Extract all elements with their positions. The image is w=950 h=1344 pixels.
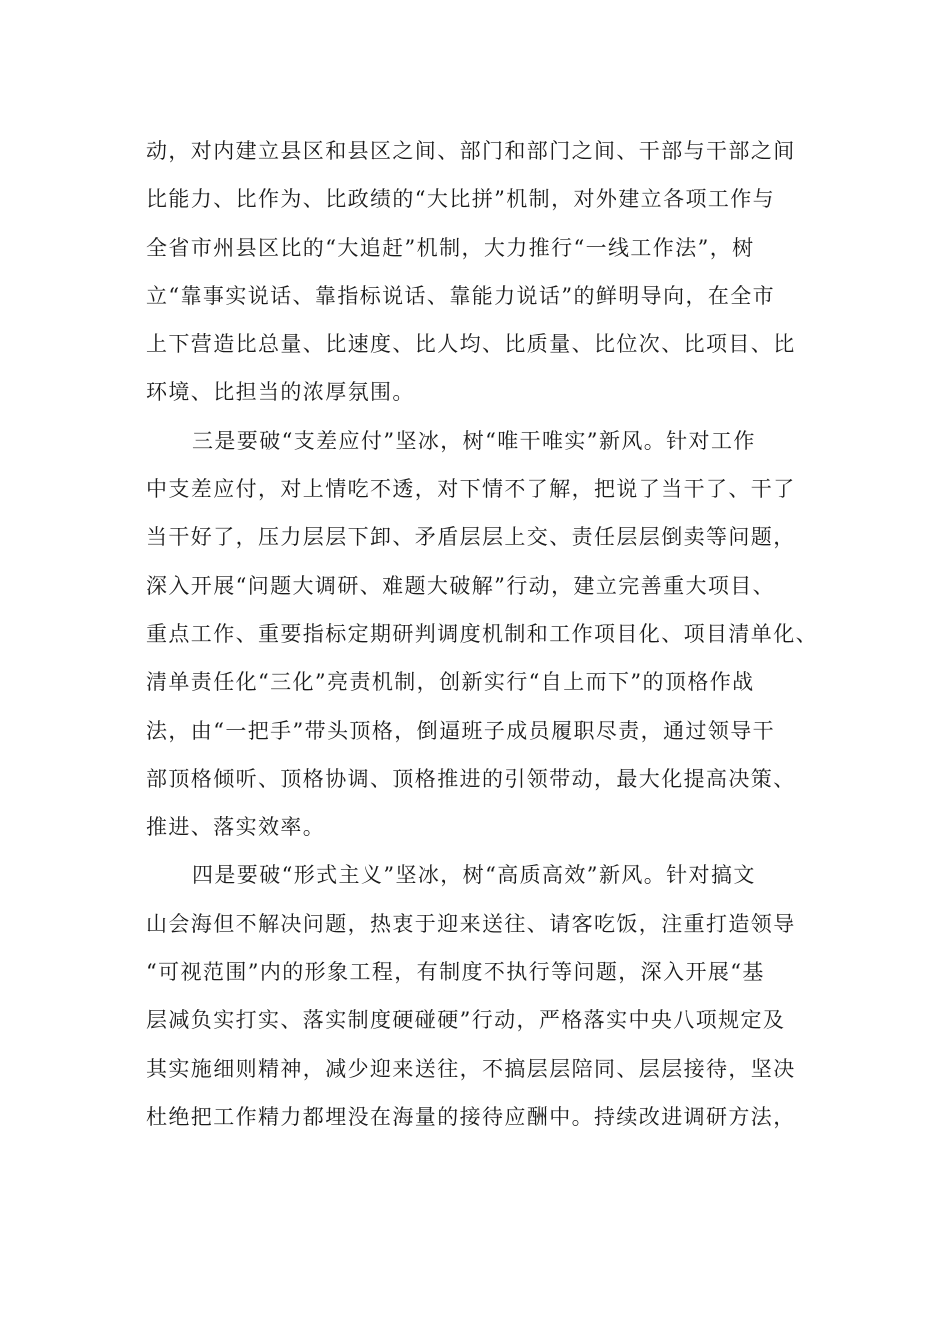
text-line: 部顶格倾听、顶格协调、顶格推进的引领带动，最大化提高决策、 (146, 766, 796, 791)
body-text (146, 127, 826, 1141)
text-line: 上下营造比总量、比速度、比人均、比质量、比位次、比项目、比 (146, 332, 796, 357)
text-line: 重点工作、重要指标定期研判调度机制和工作项目化、项目清单化、 (146, 621, 818, 646)
text-line: 动，对内建立县区和县区之间、部门和部门之间、干部与干部之间 (146, 139, 796, 163)
text-line: 全省市州县区比的“大追赶”机制，大力推行“一线工作法”，树 (146, 235, 755, 260)
paragraph-start-line: 三是要破“支差应付”坚冰，树“唯干唯实”新风。针对工作 (192, 428, 756, 453)
text-line: “可视范围”内的形象工程，有制度不执行等问题，深入开展“基 (146, 960, 765, 985)
text-line: 杜绝把工作精力都埋没在海量的接待应酬中。持续改进调研方法， (146, 1104, 796, 1129)
text-line: 法，由“一把手”带头顶格，倒逼班子成员履职尽责，通过领导干 (146, 718, 776, 743)
text-line: 当干好了，压力层层下卸、矛盾层层上交、责任层层倒卖等问题， (146, 525, 796, 550)
text-line: 立“靠事实说话、靠指标说话、靠能力说话”的鲜明导向，在全市 (146, 283, 776, 308)
text-line: 中支差应付，对上情吃不透，对下情不了解，把说了当干了、干了 (146, 477, 796, 502)
text-line: 山会海但不解决问题，热衷于迎来送往、请客吃饭，注重打造领导 (146, 911, 796, 936)
text-line: 深入开展“问题大调研、难题大破解”行动，建立完善重大项目、 (146, 573, 776, 598)
paragraph-start-line: 四是要破“形式主义”坚冰，树“高质高效”新风。针对搞文 (192, 863, 756, 888)
text-line: 其实施细则精神，减少迎来送往，不搞层层陪同、层层接待，坚决 (146, 1056, 796, 1081)
text-line: 环境、比担当的浓厚氛围。 (146, 380, 415, 405)
text-line: 层减负实打实、落实制度硬碰硬”行动，严格落实中央八项规定及 (146, 1008, 786, 1033)
text-line: 推进、落实效率。 (146, 815, 326, 840)
text-line: 比能力、比作为、比政绩的“大比拼”机制，对外建立各项工作与 (146, 187, 776, 212)
text-line: 清单责任化“三化”亮责机制，创新实行“自上而下”的顶格作战 (146, 670, 755, 695)
